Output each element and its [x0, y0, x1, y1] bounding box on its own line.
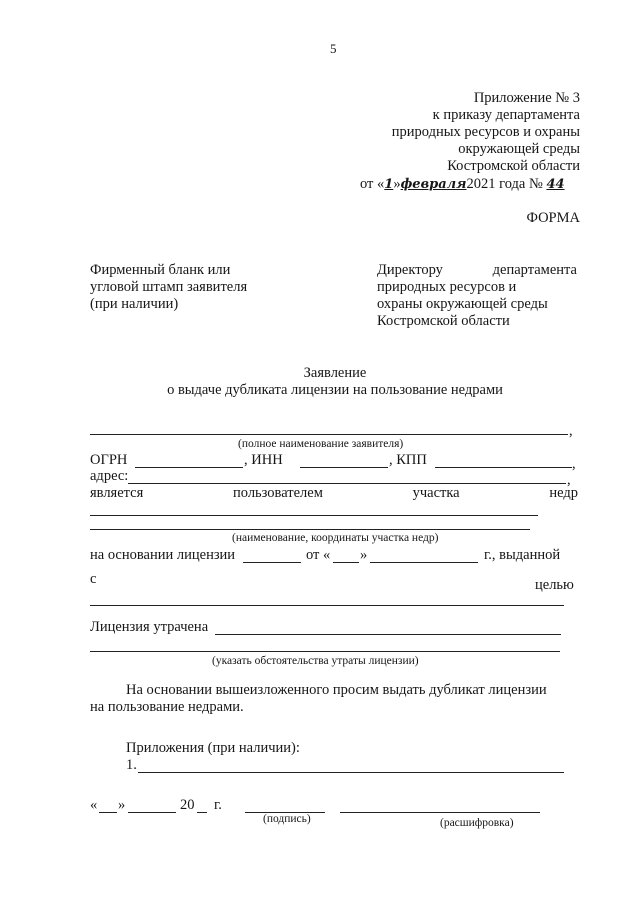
addressee-line-3: охраны окружающей среды [377, 296, 548, 312]
sign-day-field [99, 812, 117, 813]
addressee-line-2: природных ресурсов и [377, 279, 517, 295]
site-line-2 [90, 529, 530, 530]
inn-label: , ИНН [244, 452, 283, 468]
appendix-line-3: природных ресурсов и охраны [391, 124, 580, 140]
kpp-label: , КПП [389, 452, 427, 468]
appendix-line-2: к приказу департамента [432, 107, 580, 123]
address-comma: , [567, 472, 571, 488]
appendix-line-1: Приложение № 3 [473, 90, 580, 106]
addressee-word-2: департамента [492, 262, 577, 278]
date-year: 2021 года № [466, 176, 543, 192]
lost-line-1 [215, 634, 561, 635]
word-is: является [90, 485, 144, 501]
license-number-field [243, 562, 301, 563]
license-date-close: » [360, 547, 368, 563]
address-field [128, 483, 566, 484]
applicant-name-line [90, 434, 568, 435]
kpp-field [435, 467, 572, 468]
sign-year-suffix: г. [214, 797, 222, 813]
handwritten-month: февраля [400, 177, 467, 192]
decode-caption: (расшифровка) [440, 817, 514, 829]
appendix-date-line [360, 176, 565, 193]
signature-caption: (подпись) [263, 813, 311, 825]
lost-label: Лицензия утрачена [90, 619, 209, 635]
ogrn-label: ОГРН [90, 452, 128, 468]
appendix-line-5: Костромской области [447, 158, 580, 174]
attachment-item-1: 1. [126, 757, 137, 773]
handwritten-order-number: 44 [546, 177, 565, 192]
lost-line-2 [90, 651, 560, 652]
word-site: участка [412, 485, 460, 501]
page-number: 5 [330, 41, 337, 56]
sign-year-field [197, 812, 207, 813]
addressee-word-1: Директору [377, 262, 443, 278]
license-day-field [333, 562, 359, 563]
document-subtitle: о выдаче дубликата лицензии на пользование недрами [167, 382, 503, 398]
user-statement-line [90, 485, 578, 502]
letterhead-line-2: угловой штамп заявителя [90, 279, 248, 295]
date-mid: » [393, 176, 401, 192]
license-date-from: от « [306, 547, 331, 563]
site-caption: (наименование, координаты участка недр) [232, 532, 439, 544]
lost-caption: (указать обстоятельства утраты лицензии) [212, 655, 419, 667]
inn-field [300, 467, 388, 468]
date-prefix: от « [360, 176, 385, 192]
issued-label: г., выданной [484, 547, 561, 563]
handwritten-day: 1 [384, 177, 394, 192]
kpp-comma: , [572, 456, 576, 472]
license-month-field [370, 562, 478, 563]
request-line-2: на пользование недрами. [90, 699, 244, 715]
attachment-line-1 [138, 772, 564, 773]
purpose-label: целью [535, 577, 574, 593]
sign-month-field [128, 812, 176, 813]
site-line-1 [90, 515, 538, 516]
word-user: пользователем [233, 485, 323, 501]
request-line-1: На основании вышеизложенного просим выдать дубликат лицензии [126, 682, 547, 698]
sign-date-open: « [90, 797, 98, 813]
word-subsoil: недр [549, 485, 578, 501]
basis-label: на основании лицензии [90, 547, 236, 563]
ogrn-field [135, 467, 243, 468]
address-label: адрес: [90, 468, 129, 484]
sign-year-prefix: 20 [180, 797, 195, 813]
letterhead-line-3: (при наличии) [90, 296, 179, 312]
document-title: Заявление [303, 365, 367, 381]
letterhead-line-1: Фирменный бланк или [90, 262, 231, 278]
attachments-label: Приложения (при наличии): [126, 740, 300, 756]
applicant-caption: (полное наименование заявителя) [238, 438, 404, 450]
sign-date-close: » [118, 797, 126, 813]
form-label: ФОРМА [526, 210, 580, 226]
decode-field [340, 812, 540, 813]
applicant-comma: , [569, 423, 573, 439]
appendix-line-4: окружающей среды [458, 141, 580, 157]
purpose-line [90, 605, 564, 606]
with-label: с [90, 571, 97, 587]
addressee-line-1 [377, 262, 577, 279]
addressee-line-4: Костромской области [377, 313, 510, 329]
